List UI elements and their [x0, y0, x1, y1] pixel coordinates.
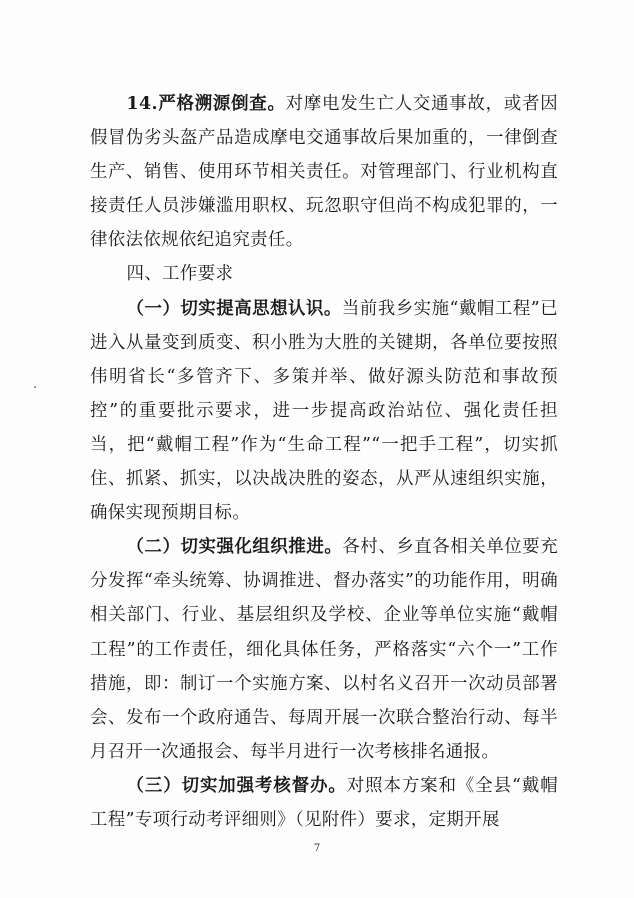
paragraph-14-lead: 14.严格溯源倒查。: [126, 94, 286, 114]
section-heading-4: 四、工作要求: [126, 264, 234, 285]
page-number: 7: [313, 843, 321, 854]
requirement-item-3: [90, 769, 558, 837]
requirement-item-2-body: 各村、乡直各相关单位要充分发挥“牵头统筹、协调推进、督办落实”的功能作用，明确相关部门、行业、基层组织及学校、企业等单位实施“戴帽工程”的工作责任，细化具体任务，严格落实“六个一”工作措施，即：制订一个实施方案、以村名义召开一次动员部署会、发布一个政府通告、每周开展一次联合整治行动、每半月召开一次通报会、每半月进行一次考核排名通报。: [90, 537, 558, 762]
requirement-item-1-lead: （一）切实提高思想认识。: [126, 298, 342, 319]
requirement-item-3-lead: （三）切实加强考核督办。: [126, 775, 347, 796]
requirement-item-2: [90, 530, 558, 769]
requirement-item-1-body: 当前我乡实施“戴帽工程”已进入从量变到质变、积小胜为大胜的关键期，各单位要按照伟明省长“多管齐下、多策并举、做好源头防范和事故预控”的重要批示要求，进一步提高政治站位、强化责任担当，把“戴帽工程”作为“生命工程”“一把手工程”，切实抓住、抓紧、抓实，以决战决胜的姿态，从严从速组织实施，确保实现预期目标。: [90, 298, 558, 524]
document-body: [90, 87, 558, 837]
paragraph-14-body: 对摩电发生亡人交通事故，或者因假冒伪劣头盔产品造成摩电交通事故后果加重的，一律倒查生产、销售、使用环节相关责任。对管理部门、行业机构直接责任人员涉嫌滥用职权、玩忽职守但尚不构成犯罪的，一律依法依规依纪追究责任。: [90, 94, 558, 251]
paragraph-14: [90, 87, 558, 257]
requirement-item-2-lead: （二）切实强化组织推进。: [126, 537, 343, 558]
requirement-item-3-body: 对照本方案和《全县“戴帽工程”专项行动考评细则》（见附件）要求，定期开展: [90, 775, 558, 830]
requirement-item-1: [90, 292, 558, 531]
margin-mark: [34, 386, 36, 388]
